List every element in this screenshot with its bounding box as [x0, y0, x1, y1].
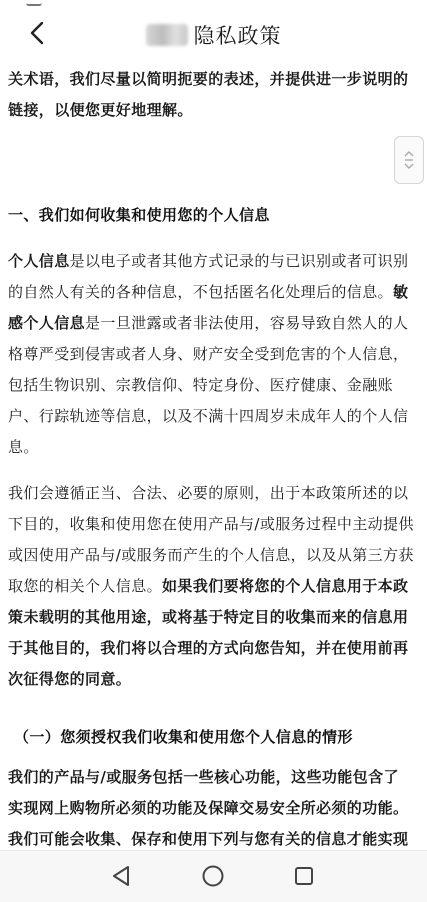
circle-home-icon [201, 864, 225, 888]
status-bar [0, 0, 427, 8]
section-heading: 一、我们如何收集和使用您的个人信息 [8, 206, 270, 224]
status-icon-fragment [26, 0, 42, 6]
page-title: 隐私政策 [193, 24, 282, 48]
paragraph-personal-info [8, 246, 414, 463]
nav-recents-button[interactable] [291, 863, 317, 889]
intro-text [8, 64, 414, 126]
personal-info-definition: 是以电子或者其他方式记录的与已识别或者可识别的自然人有关的各种信息，不包括匿名化处理后的信息。 [8, 252, 409, 301]
term-sensitive-info: 敏感个人信息 [8, 283, 409, 332]
paragraph-core-functions: 我们的产品与/或服务包括一些核心功能，这些功能包含了实现网上购物所必须的功能及保障交易安全所必须的功能。我们可能会收集、保存和使用下列与您有关的信息才能实现 [8, 768, 409, 848]
app-header [0, 8, 427, 56]
intro-line-2: 链接，以便您更好地理解。 [8, 101, 193, 119]
principles-text: 我们会遵循正当、合法、必要的原则，出于本政策所述的以下目的，收集和使用您在使用产品与/或服务过程中主动提供或因使用产品与/或服务而产生的个人信息，以及从第三方获取您的相关个人信息。 [8, 484, 414, 595]
title-wrap [0, 20, 427, 50]
intro-line-1: 关术语，我们尽量以简明扼要的表述，并提供进一步说明的 [8, 70, 409, 88]
term-personal-info: 个人信息 [8, 252, 70, 270]
consent-notice: 如果我们要将您的个人信息用于本政策未载明的其他用途，或将基于特定目的收集而来的信息用于其他目的，我们将以合理的方式向您告知，并在使用前再次征得您的同意。 [8, 577, 409, 688]
sensitive-info-definition: 是一旦泄露或者非法使用，容易导致自然人的人格尊严受到侵害或者人身、财产安全受到危害的个人信息，包括生物识别、宗教信仰、特定身份、医疗健康、金融账户、行踪轨迹等信息，以及不满十四周岁未成年人的个人信息。 [8, 314, 409, 456]
subsection-heading: （一）您须授权我们收集和使用您个人信息的情形 [14, 728, 353, 746]
nav-home-button[interactable] [200, 863, 226, 889]
policy-content[interactable] [0, 56, 427, 850]
paragraph-principles [8, 478, 414, 695]
scroll-handle-icon [403, 150, 415, 170]
system-navigation-bar [0, 850, 427, 902]
square-recents-icon [293, 865, 315, 887]
redacted-app-name [146, 24, 188, 46]
scroll-handle[interactable] [394, 136, 424, 184]
triangle-back-icon [111, 865, 131, 887]
nav-back-button[interactable] [108, 863, 134, 889]
